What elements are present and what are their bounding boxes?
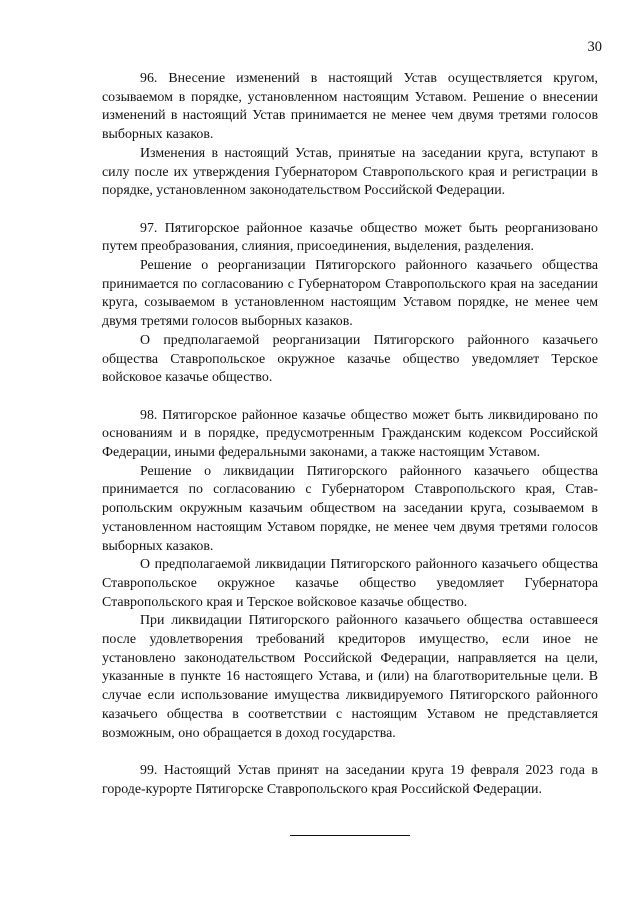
paragraph: Решение о реорганизации Пятигорского районного казачьего общества принимается по согласованию с Губернатором Ставропольского края на заседании круга, созываемом в установленном настоящим Уставом порядке, не менее чем двумя третями голосов выборных казаков. <box>102 258 598 330</box>
section-99 <box>102 762 598 799</box>
paragraph: Решение о ликвидации Пятигорского районного казачьего общества принимается по согласованию с Губернатором Ставропольского края, Ставропольским окружным казачьим обществом на заседании круга, созываемом в установленном настоящим Уставом порядке, не менее чем двумя третями голосов выборных казаков. <box>102 463 598 554</box>
paragraph: Изменения в настоящий Устав, принятые на заседании круга, вступают в силу после их утверждения Губернатором Ставропольского края и регистрации в порядке, установленном законодательством Российской Федерации. <box>102 145 598 199</box>
paragraph: О предполагаемой реорганизации Пятигорского районного казачьего общества Ставропольское окружное казачье общество уведомляет Терское войсковое казачье общество. <box>102 332 598 386</box>
document-body <box>102 70 598 799</box>
paragraph: При ликвидации Пятигорского районного казачьего общества оставшееся после удовлетворения требований кредиторов имущество, если иное не установлено законодательством Российской Федерации, направляется на цели, указанные в пункте 16 настоящего Устава, и (или) на благотворительные цели. В случае если использование имущества ликвидируемого Пятигорского районного казачьего общества в соответствии с настоящим Уставом не представляется возможным, оно обращается в доход государства. <box>102 613 598 741</box>
paragraph: 99. Настоящий Устав принят на заседании круга 19 февраля 2023 года в городе-курорте Пятигорске Ставропольского края Российской Федерации. <box>102 762 598 797</box>
section-98 <box>102 407 598 744</box>
section-97 <box>102 220 598 388</box>
paragraph: О предполагаемой ликвидации Пятигорского районного казачьего общества Ставропольское окружное казачье общество уведомляет Губернатора Ставропольского края и Терское войсковое казачье общество. <box>102 557 598 610</box>
page-number: 30 <box>587 39 602 55</box>
end-divider-line <box>290 835 410 836</box>
paragraph: 97. Пятигорское районное казачье общество может быть реорганизовано путем преобразования, слияния, присоединения, выделения, разделения. <box>102 220 598 255</box>
section-96 <box>102 70 598 201</box>
paragraph: 96. Внесение изменений в настоящий Устав осуществляется кругом, созываемом в порядке, установленном настоящим Уставом. Решение о внесении изменений в настоящий Устав принимается не менее чем двумя третями голосов выборных казаков. <box>102 71 598 143</box>
paragraph: 98. Пятигорское районное казачье общество может быть ликвидировано по основаниям и в порядке, предусмотренным Гражданским кодексом Российской Федерации, иными федеральными законами, а также настоящим Уставом. <box>102 407 598 461</box>
